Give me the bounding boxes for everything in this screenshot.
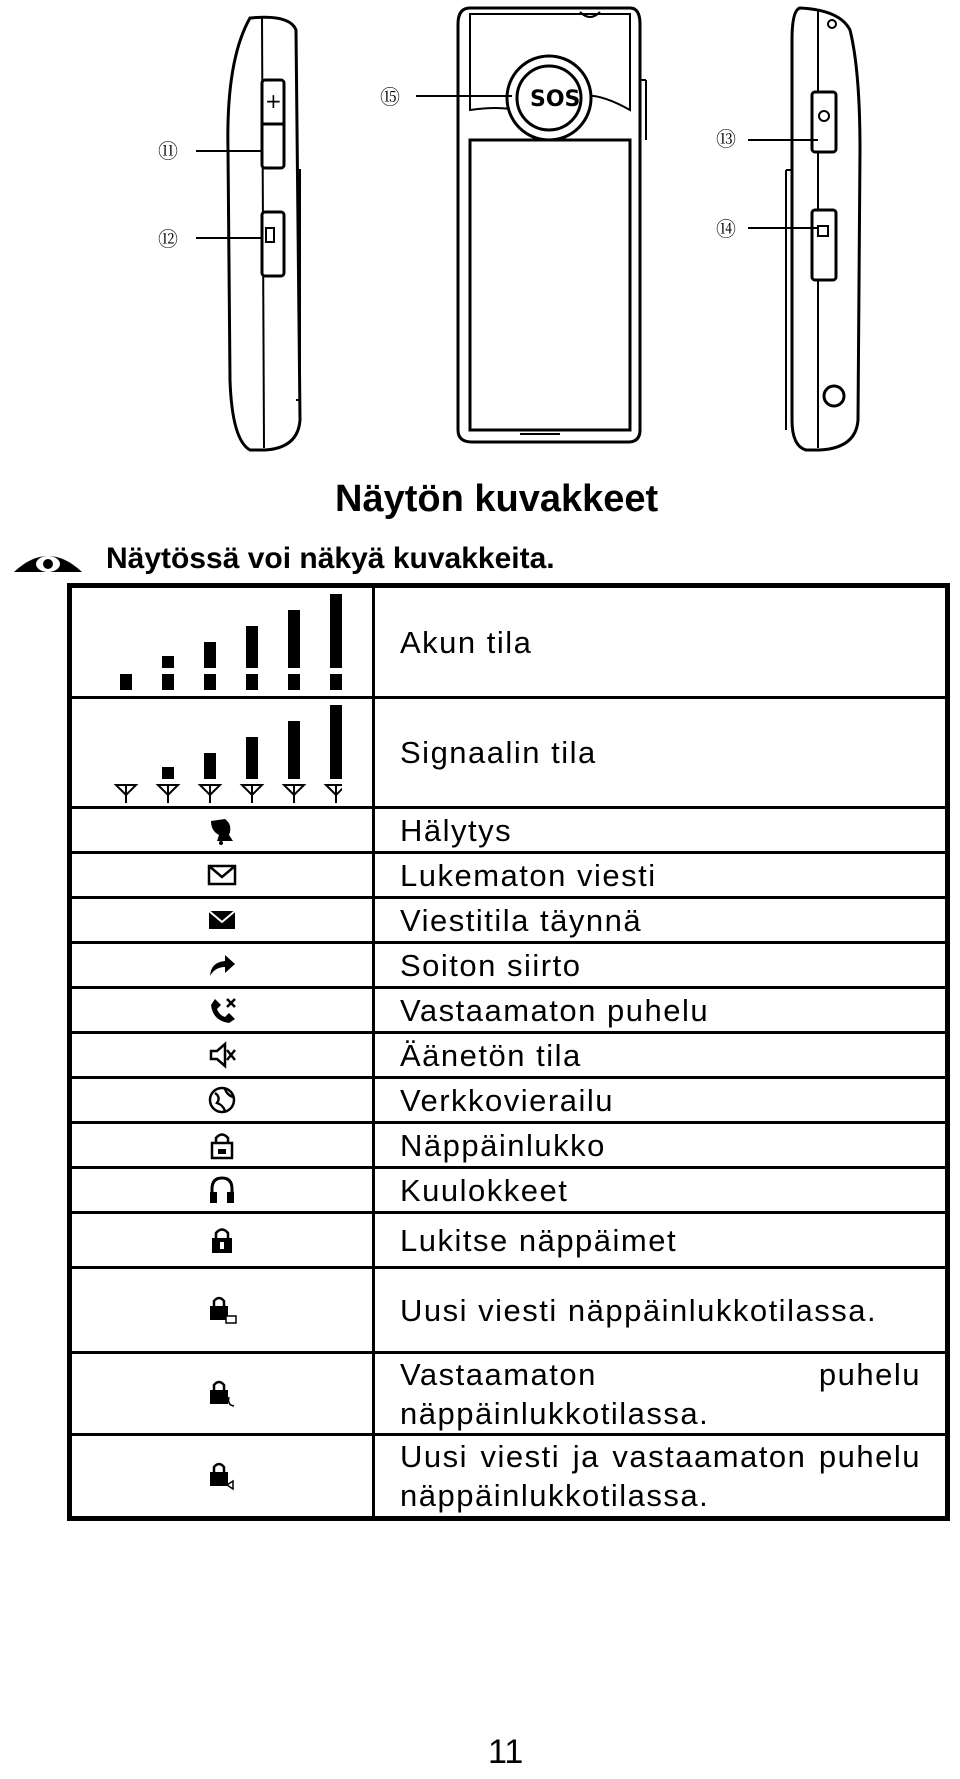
table-row [72,941,945,986]
table-row [72,1351,945,1433]
missed-call-icon [207,995,237,1025]
callout-14: ⑭ [716,217,736,241]
row-label: Vastaamaton puhelu [400,992,710,1028]
svg-text:SOS: SOS [530,87,581,112]
callout-15: ⑮ [380,85,400,109]
lock-keys-icon [207,1225,237,1255]
message-full-icon [207,905,237,935]
table-row [72,588,945,696]
row-label: Verkkovierailu [400,1082,614,1118]
lock-message-call-icon [207,1461,237,1491]
phone-illustration [0,0,960,470]
table-row [72,696,945,806]
row-label: Kuulokkeet [400,1172,569,1208]
row-label: Lukematon viesti [400,857,657,893]
alarm-bell-icon [207,815,237,845]
row-label: Soiton siirto [400,947,582,983]
phone-left-side-view [228,17,300,450]
table-row [72,851,945,896]
row-label: Signaalin tila [400,735,597,770]
row-label: Viestitila täynnä [400,902,643,938]
lock-missed-call-icon [207,1379,237,1409]
icon-table [67,583,950,1521]
silent-mode-icon [207,1040,237,1070]
lock-new-message-icon [207,1295,237,1325]
row-label: Lukitse näppäimet [400,1222,678,1258]
table-row [72,1166,945,1211]
table-row [72,986,945,1031]
note-text: Näytössä voi näkyä kuvakkeita. [106,542,555,575]
table-row [72,1433,945,1516]
callout-11: ⑪ [158,139,178,163]
svg-text:+: + [265,89,282,113]
row-label: Hälytys [400,812,513,848]
page-number: 11 [488,1733,524,1771]
call-forward-icon [207,950,237,980]
row-label: Äänetön tila [400,1037,582,1073]
eye-note-icon [12,546,84,576]
keylock-icon [207,1130,237,1160]
headset-icon [207,1175,237,1205]
table-row [72,806,945,851]
signal-levels-icon [102,703,342,803]
callout-12: ⑫ [158,227,178,251]
table-row [72,896,945,941]
roaming-icon [207,1085,237,1115]
row-label: Uusi viesti näppäinlukkotilassa. [400,1292,878,1328]
table-row [72,1266,945,1351]
row-label: Uusi viesti ja vastaamaton puhelu näppäinlukkotilassa. [400,1439,921,1513]
callout-13: ⑬ [716,127,736,151]
unread-message-icon [207,860,237,890]
table-row [72,1121,945,1166]
row-label: Näppäinlukko [400,1127,606,1163]
table-row [72,1211,945,1266]
row-label: Akun tila [400,624,533,660]
phone-back-view [458,8,646,442]
table-row [72,1031,945,1076]
row-label: Vastaamaton puhelu näppäinlukkotilassa. [400,1356,921,1431]
table-row [72,1076,945,1121]
page-title: Näytön kuvakkeet [335,478,659,520]
battery-levels-icon [102,592,342,692]
